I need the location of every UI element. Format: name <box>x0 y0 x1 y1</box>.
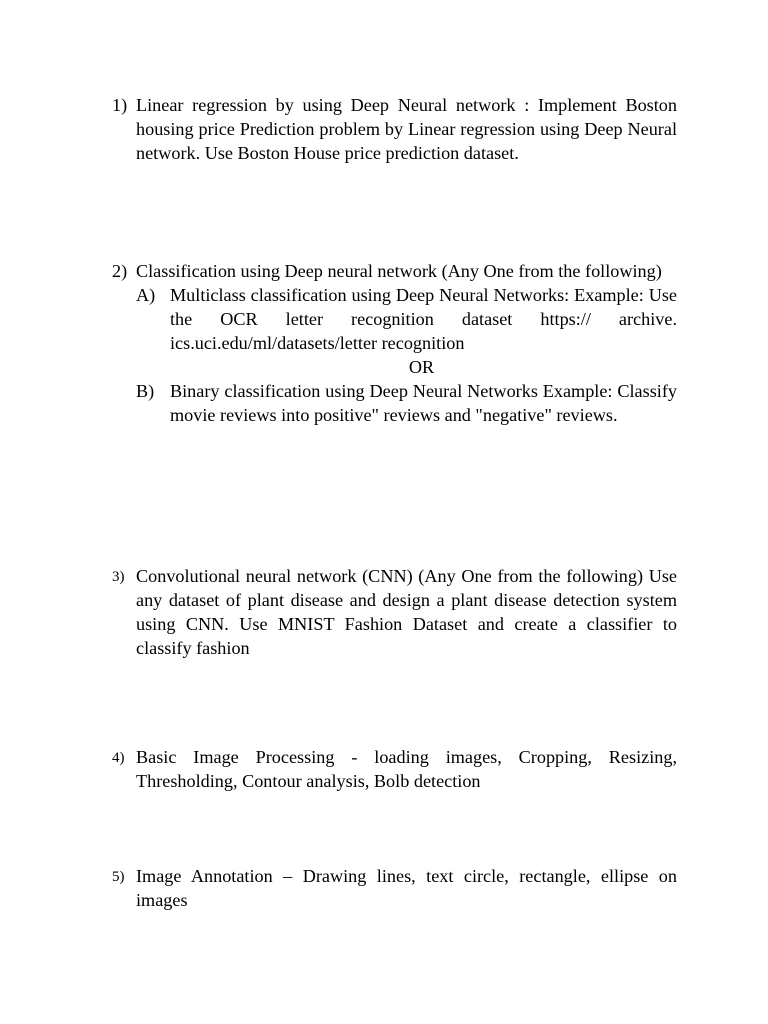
list-item-text: Convolutional neural network (CNN) (Any One from the following) Use any dataset of plant disease and design a plant disease detection system using CNN. Use MNIST Fashion Dataset and create a classifier to classify fashion <box>136 566 677 658</box>
sub-item-b <box>136 379 677 427</box>
or-separator: OR <box>408 357 435 377</box>
list-item-1 <box>112 93 677 165</box>
list-number: 5) <box>112 869 125 885</box>
sub-item-label: B) <box>136 381 155 401</box>
sub-item-text: Multiclass classification using Deep Neural Networks: Example: Use the OCR letter recognition dataset https:// archive. ics.uci.edu/ml/datasets/letter recognition <box>170 285 677 353</box>
sub-item-text: Binary classification using Deep Neural Networks Example: Classify movie reviews into positive" reviews and "negative" reviews. <box>170 381 677 425</box>
list-item-text: Classification using Deep neural network (Any One from the following) <box>136 261 662 281</box>
list-item-3 <box>112 564 677 660</box>
list-item-5 <box>112 864 677 912</box>
list-number: 4) <box>112 750 125 766</box>
list-item-text: Image Annotation – Drawing lines, text circle, rectangle, ellipse on images <box>136 866 677 910</box>
list-number: 2) <box>112 261 128 281</box>
sub-item-label: A) <box>136 285 156 305</box>
list-number: 3) <box>112 569 125 585</box>
list-item-4 <box>112 745 677 793</box>
list-item-2 <box>112 259 677 427</box>
list-item-content <box>136 259 677 427</box>
list-number: 1) <box>112 95 128 115</box>
list-item-text: Linear regression by using Deep Neural network : Implement Boston housing price Prediction problem by Linear regression using Deep Neural network. Use Boston House price prediction dataset. <box>136 95 677 163</box>
sub-item-a <box>136 283 677 355</box>
list-item-text: Basic Image Processing - loading images, Cropping, Resizing, Thresholding, Contour analysis, Bolb detection <box>136 747 677 791</box>
